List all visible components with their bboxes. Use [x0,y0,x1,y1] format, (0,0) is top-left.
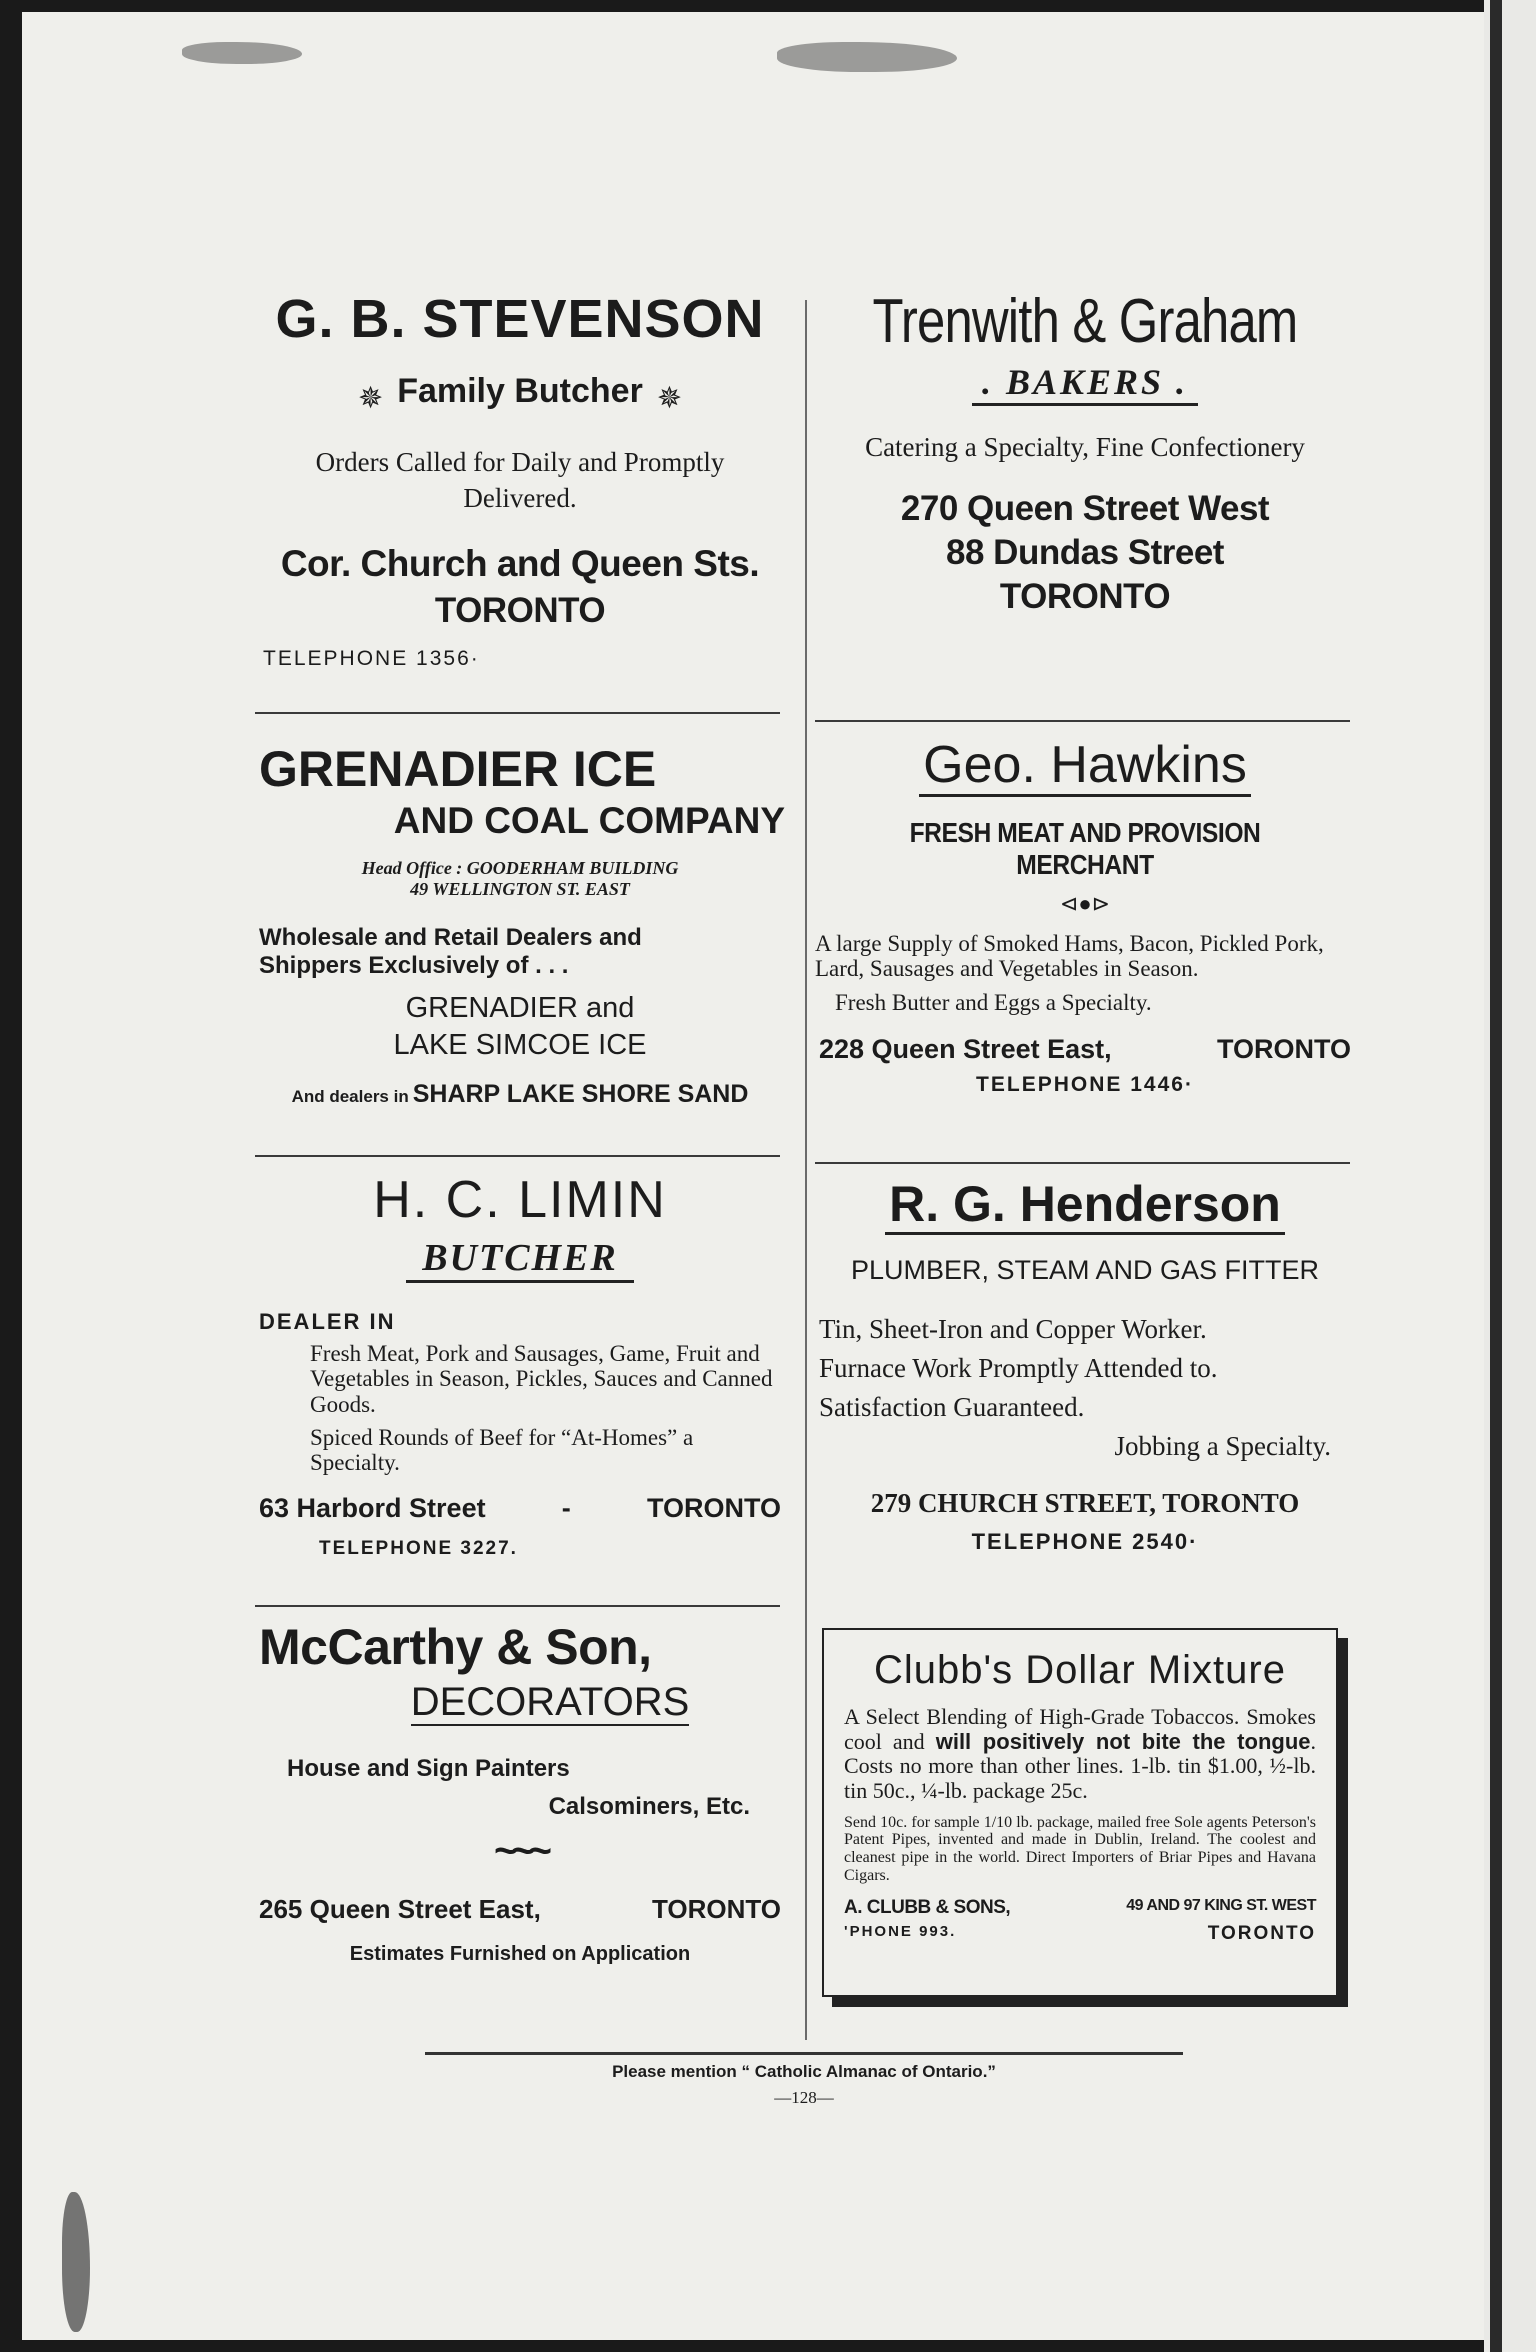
hawkins-telephone: TELEPHONE 1446· [976,1072,1194,1096]
rule [255,1605,780,1607]
grenadier-dealers-large: SHARP LAKE SHORE SAND [412,1080,749,1108]
ad-grenadier [255,740,785,1109]
mccarthy-line2: Calsominers, Etc. [548,1793,750,1820]
clubb-firm-address: 49 AND 97 KING ST. WEST [1126,1897,1316,1915]
henderson-trade: PLUMBER, STEAM AND GAS FITTER [850,1255,1320,1285]
mccarthy-address: 265 Queen Street East, [259,1894,541,1924]
mccarthy-trade: DECORATORS [410,1680,690,1724]
limin-telephone: TELEPHONE 3227. [319,1538,518,1560]
grenadier-desc: Wholesale and Retail Dealers and [259,924,642,951]
ad-mccarthy [255,1618,785,1966]
clubb-desc-bold: will positively not bite the tongue [935,1728,1311,1754]
clubb-phone: 'PHONE 993. [844,1923,957,1941]
trenwith-address2: 88 Dundas Street [946,533,1224,572]
clubb-name: Clubb's Dollar Mixture [874,1648,1286,1692]
grenadier-product: GRENADIER and [405,992,635,1024]
limin-city: TORONTO [646,1493,781,1524]
stevenson-city: TORONTO [434,590,606,630]
trenwith-trade: . BAKERS . [972,361,1198,406]
ad-hawkins [815,735,1355,1097]
ad-henderson [815,1175,1355,1555]
limin-trade: BUTCHER [406,1236,634,1283]
rule [815,1162,1350,1164]
mccarthy-estimates: Estimates Furnished on Application [349,1943,691,1965]
grenadier-name-2: AND COAL COMPANY [393,800,785,841]
star-icon: ✵ [358,381,384,415]
page-edge [1484,0,1536,2352]
hawkins-desc: A large Supply of Smoked Hams, Bacon, Pickled Pork, Lard, Sausages and Vegetables in Season. [815,931,1324,982]
hawkins-name: Geo. Hawkins [919,736,1251,797]
trenwith-city: TORONTO [999,577,1171,616]
ink-smudge-3 [62,2192,90,2332]
henderson-line1: Tin, Sheet-Iron and Copper Worker. [819,1314,1207,1344]
rule [815,720,1350,722]
stevenson-orders: Orders Called for Daily and Promptly Delivered. [315,446,725,514]
ad-stevenson [255,288,785,671]
stevenson-corner: Cor. Church and Queen Sts. [280,542,760,584]
clubb-desc-2: . Costs no more than other lines. 1-lb. tin $1.00, ½-lb. tin 50c., ¼-lb. package 25c. [844,1728,1316,1803]
ad-clubb [822,1628,1338,1997]
clubb-firm: A. CLUBB & SONS, [844,1897,1011,1919]
hawkins-desc-2: Fresh Butter and Eggs a Specialty. [835,989,1152,1015]
grenadier-desc-2: Shippers Exclusively of . . . [259,952,569,979]
limin-dealer: DEALER IN [259,1309,396,1334]
mccarthy-line1: House and Sign Painters [287,1755,570,1782]
ad-trenwith [815,286,1355,617]
limin-name: H. C. LIMIN [373,1171,667,1229]
clubb-desc: A Select Blending of High-Grade Tobaccos. Smokes cool and [844,1704,1316,1754]
hawkins-city: TORONTO [1216,1033,1351,1064]
stevenson-trade: Family Butcher [397,372,643,410]
limin-desc-2: Spiced Rounds of Beef for “At-Homes” a Specialty. [310,1424,694,1476]
henderson-line3: Satisfaction Guaranteed. [819,1392,1085,1422]
limin-sep: - [561,1493,571,1524]
mccarthy-name: McCarthy & Son, [259,1619,652,1675]
trenwith-specialty: Catering a Specialty, Fine Confectionery [865,432,1305,462]
henderson-line2: Furnace Work Promptly Attended to. [819,1353,1218,1383]
wave-ornament-icon: ~~~ [493,1829,547,1873]
stevenson-name: G. B. STEVENSON [275,289,765,349]
henderson-telephone: TELEPHONE 2540· [971,1529,1199,1554]
hawkins-trade: FRESH MEAT AND PROVISION MERCHANT [909,817,1261,880]
footer-rule [425,2052,1183,2055]
footer-mention: Please mention “ Catholic Almanac of Ontario.” [612,2062,996,2081]
trenwith-name: Trenwith & Graham [872,287,1298,356]
star-icon: ✵ [656,381,682,415]
clubb-city: TORONTO [1207,1923,1316,1945]
grenadier-product-2: LAKE SIMCOE ICE [393,1029,647,1061]
clubb-small: Send 10c. for sample 1/10 lb. package, mailed free Sole agents Peterson's Patent Pipes, invented and made in Dublin, Ireland. The coolest and cleanest pipe in the world. Direct Importers of Briar Pipes and Havana Cigars. [844,1813,1316,1885]
trenwith-address1: 270 Queen Street West [900,489,1270,528]
grenadier-name: GRENADIER ICE [259,741,657,797]
henderson-line4: Jobbing a Specialty. [1114,1431,1331,1461]
stevenson-telephone: TELEPHONE 1356· [263,646,480,670]
limin-desc: Fresh Meat, Pork and Sausages, Game, Fruit and Vegetables in Season, Pickles, Sauces and Canned Goods. [310,1341,773,1417]
column-divider [805,300,807,2040]
hawkins-ornament-icon: ⊲●⊳ [1059,891,1111,916]
henderson-name: R. G. Henderson [885,1176,1285,1235]
rule [255,712,780,714]
grenadier-office-2: 49 WELLINGTON ST. EAST [410,879,630,899]
mccarthy-city: TORONTO [651,1894,781,1924]
ad-limin [255,1170,785,1560]
grenadier-dealers-small: And dealers in [291,1087,409,1106]
hawkins-address: 228 Queen Street East, [819,1033,1112,1064]
left-column [255,0,785,2100]
rule [255,1155,780,1157]
limin-address: 63 Harbord Street [259,1493,486,1524]
henderson-address: 279 CHURCH STREET, TORONTO [870,1488,1300,1518]
page-number: —128— [774,2088,834,2107]
grenadier-office: Head Office : GOODERHAM BUILDING [361,858,679,878]
